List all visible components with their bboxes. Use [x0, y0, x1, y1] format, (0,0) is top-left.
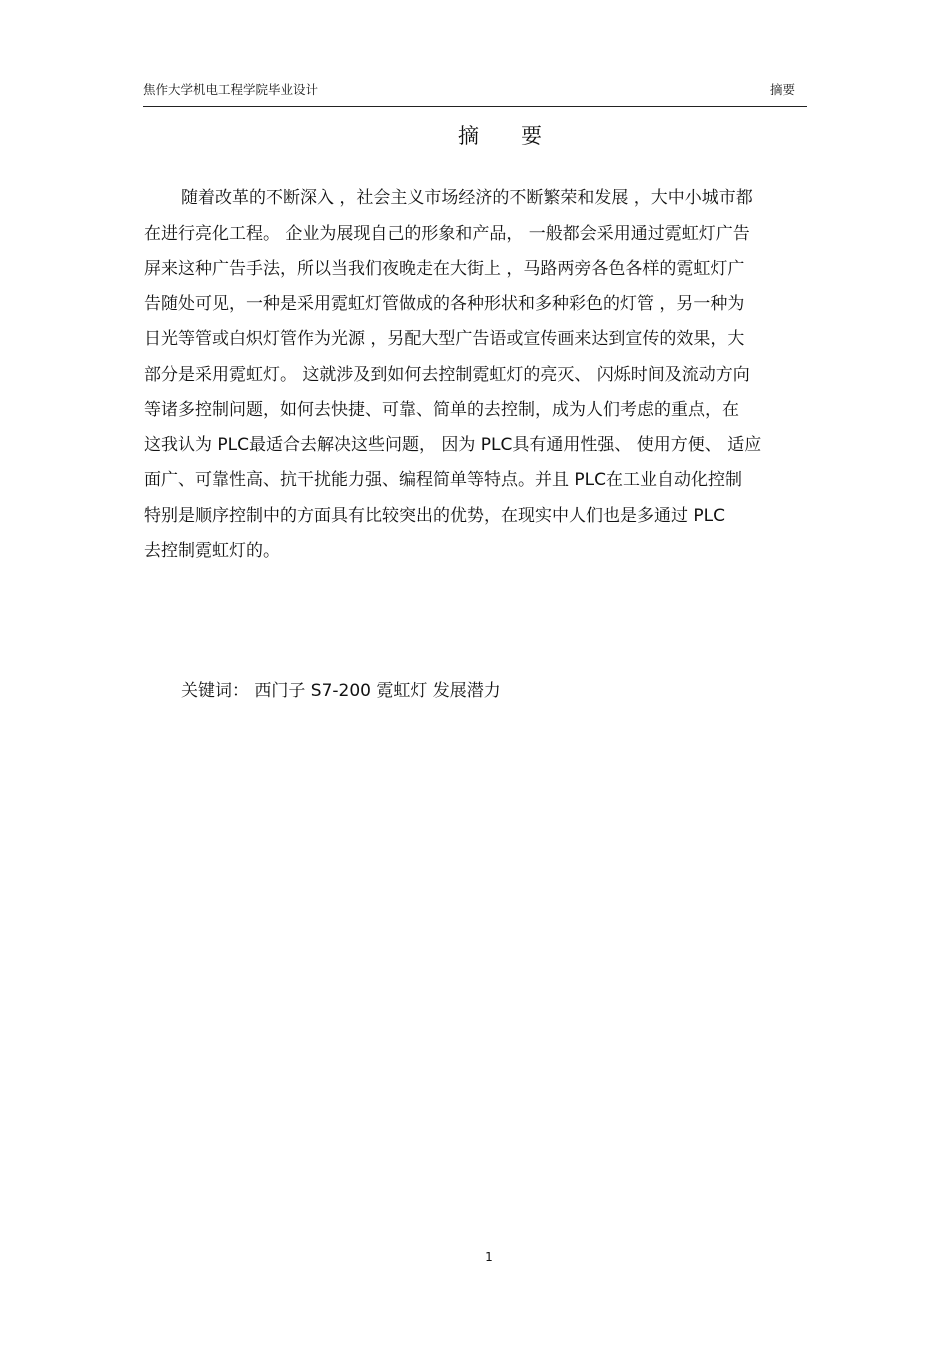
abstract-line: 面广、可靠性高、抗干扰能力强、编程简单等特点。并且 PLC在工业自动化控制 — [144, 470, 742, 490]
abstract-line: 随着改革的不断深入 ，社会主义市场经济的不断繁荣和发展 ，大中小城市都 — [181, 188, 753, 208]
title-char-1: 摘 — [458, 124, 479, 148]
abstract-line: 这我认为 PLC最适合去解决这些问题， 因为 PLC具有通用性强、 使用方便、 适应 — [144, 435, 762, 455]
abstract-line: 日光等管或白炽灯管作为光源 ，另配大型广告语或宣传画来达到宣传的效果，大 — [144, 329, 745, 349]
abstract-line: 在进行亮化工程。 企业为展现自己的形象和产品， 一般都会采用通过霓虹灯广告 — [144, 224, 750, 244]
header-divider — [143, 106, 807, 107]
header-section: 摘要 — [769, 82, 795, 97]
header-institution: 焦作大学机电工程学院毕业设计 — [143, 82, 319, 97]
abstract-line: 特别是顺序控制中的方面具有比较突出的优势，在现实中人们也是多通过 PLC — [144, 506, 725, 526]
page-number: 1 — [485, 1250, 493, 1264]
page-title — [0, 122, 950, 150]
keywords-line: 关键词： 西门子 S7-200 霓虹灯 发展潜力 — [181, 681, 501, 701]
title-char-2: 要 — [521, 124, 542, 148]
abstract-line: 等诸多控制问题，如何去快捷、可靠、简单的去控制，成为人们考虑的重点，在 — [144, 400, 739, 420]
abstract-line: 部分是采用霓虹灯。 这就涉及到如何去控制霓虹灯的亮灭、 闪烁时间及流动方向 — [144, 365, 750, 385]
abstract-line: 去控制霓虹灯的。 — [144, 541, 280, 561]
abstract-line: 屏来这种广告手法，所以当我们夜晚走在大街上 ，马路两旁各色各样的霓虹灯广 — [144, 259, 745, 279]
abstract-line: 告随处可见，一种是采用霓虹灯管做成的各种形状和多种彩色的灯管 ，另一种为 — [144, 294, 745, 314]
